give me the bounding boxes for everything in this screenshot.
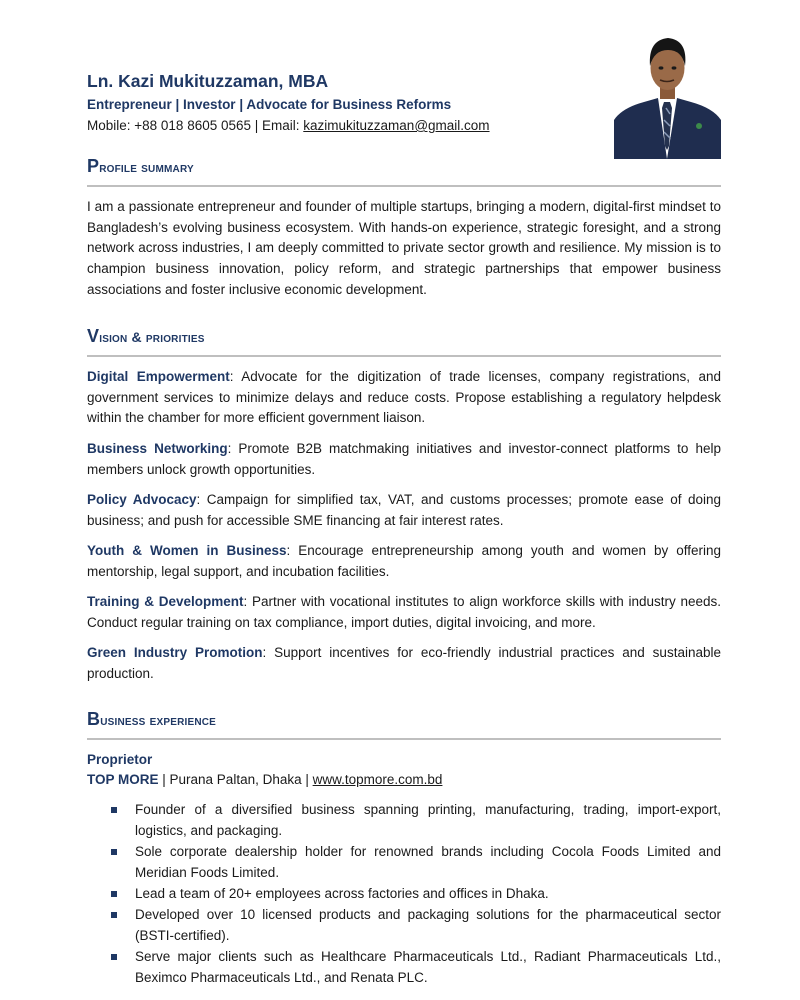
vision-item <box>87 439 721 480</box>
vision-item-text: : Promote B2B matchmaking initiatives and investor-connect platforms to help members unlock growth opportunities. <box>87 441 721 477</box>
experience-role <box>87 750 442 790</box>
section-title-vision: Vision & priorities <box>87 326 205 346</box>
tagline: Entrepreneur | Investor | Advocate for Business Reforms <box>87 97 452 112</box>
company-line <box>87 770 442 790</box>
section-divider <box>87 738 721 740</box>
list-item: Lead a team of 20+ employees across factories and offices in Dhaka. <box>87 884 721 905</box>
section-divider <box>87 185 721 187</box>
list-item: Founder of a diversified business spanning printing, manufacturing, trading, import-export, logistics, and packaging. <box>87 800 721 841</box>
profile-summary-text: I am a passionate entrepreneur and founder of multiple startups, bringing a modern, digital-first mindset to Bangladesh’s evolving business ecosystem. With hands-on experience, strategic foresight, and a strong network across industries, I am deeply committed to private sector growth and resilience. My mission is to champion business innovation, policy reform, and strategic partnerships that empower business associations and foster inclusive economic development. <box>87 199 721 297</box>
vision-item <box>87 367 721 429</box>
company-location: | Purana Paltan, Dhaka | <box>158 772 313 787</box>
list-item: Sole corporate dealership holder for renowned brands including Cocola Foods Limited and Meridian Foods Limited. <box>87 842 721 883</box>
experience-bullet-list <box>87 800 721 989</box>
vision-item-label: Digital Empowerment <box>87 369 230 384</box>
list-item: Developed over 10 licensed products and packaging solutions for the pharmaceutical sector (BSTI-certified). <box>87 905 721 946</box>
vision-item <box>87 643 721 684</box>
vision-item <box>87 541 721 582</box>
vision-item-text: : Encourage entrepreneurship among youth and women by offering mentorship, legal support, and incubation facilities. <box>87 543 722 579</box>
contact-phone: Mobile: +88 018 8605 0565 | Email: <box>87 118 304 133</box>
list-item: Serve major clients such as Healthcare Pharmaceuticals Ltd., Radiant Pharmaceuticals Ltd., Beximco Pharmaceuticals Ltd., and Renata PLC. <box>87 947 721 988</box>
vision-item <box>87 592 721 633</box>
section-title-profile: Profile summary <box>87 156 194 176</box>
email-link[interactable]: kazimukituzzaman@gmail.com <box>303 118 490 133</box>
vision-item <box>87 490 721 531</box>
vision-item-label: Business Networking <box>87 441 228 456</box>
profile-photo <box>614 28 721 159</box>
section-experience <box>87 709 721 740</box>
vision-item-label: Green Industry Promotion <box>87 645 263 660</box>
contact-line <box>87 117 607 135</box>
vision-item-text: : Partner with vocational institutes to align workforce skills with industry needs. Conduct regular training on tax compliance, import duties, digital invoicing, and more. <box>87 594 721 630</box>
section-vision <box>87 326 721 357</box>
vision-item-label: Training & Development <box>87 594 244 609</box>
job-title: Proprietor <box>87 752 153 767</box>
section-profile <box>87 156 721 187</box>
resume-header <box>87 70 607 135</box>
section-divider <box>87 355 721 357</box>
company-name: TOP MORE <box>87 772 159 787</box>
vision-item-text: : Campaign for simplified tax, VAT, and customs processes; promote ease of doing business; and push for accessible SME financing at fair interest rates. <box>87 492 721 528</box>
vision-item-text: : Support incentives for eco-friendly industrial practices and sustainable production. <box>87 645 721 681</box>
vision-item-text: : Advocate for the digitization of trade licenses, company registrations, and government services to minimize delays and reduce costs. Propose establishing a regulatory helpdesk within the chamber for more efficient government liaison. <box>87 369 721 426</box>
vision-item-label: Youth & Women in Business <box>87 543 287 558</box>
vision-item-label: Policy Advocacy <box>87 492 197 507</box>
person-name: Ln. Kazi Mukituzzaman, MBA <box>87 71 329 91</box>
company-website-link[interactable]: www.topmore.com.bd <box>312 772 443 787</box>
section-title-experience: Business experience <box>87 709 217 729</box>
